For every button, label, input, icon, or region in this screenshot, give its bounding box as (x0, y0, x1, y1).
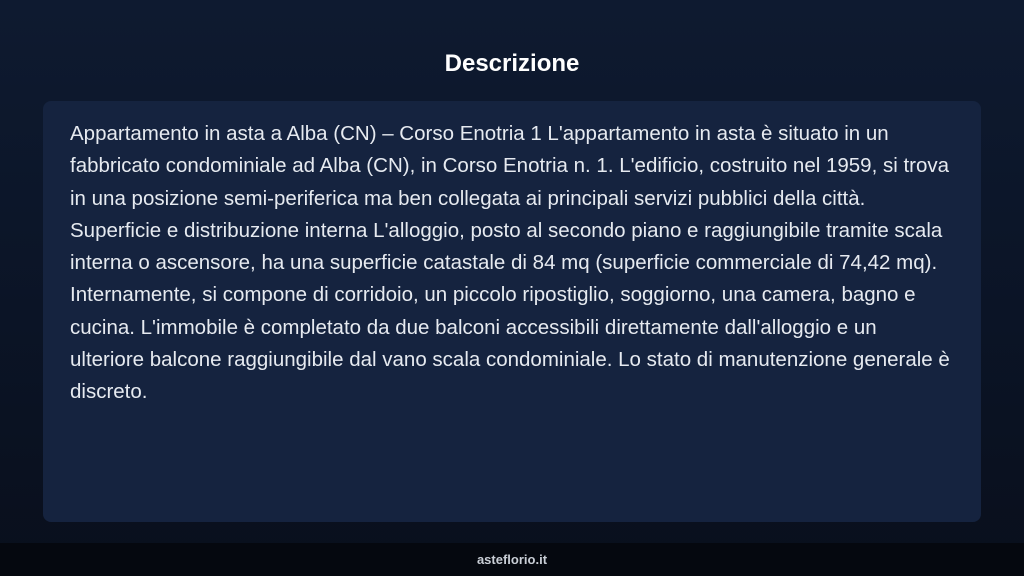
footer-bar (0, 543, 1024, 576)
section-title: Descrizione (444, 50, 580, 77)
footer-site-label: asteflorio.it (476, 552, 548, 567)
description-text: Appartamento in asta a Alba (CN) – Corso Enotria 1 L'appartamento in asta è situato in un fabbricato condominiale ad Alba (CN), in Corso Enotria n. 1. L'edificio, costruito nel 1959, si trova in una posizione semi-periferica ma ben collegata ai principali servizi pubblici della città. Superficie e distribuzione interna L'alloggio, posto al secondo piano e raggiungibile tramite scala interna o ascensore, ha una superficie catastale di 84 mq (superficie commerciale di 74,42 mq). Internamente, si compone di corridoio, un piccolo ripostiglio, soggiorno, una camera, bagno e cucina. L'immobile è completato da due balconi accessibili direttamente dall'alloggio e un ulteriore balcone raggiungibile dal vano scala condominiale. Lo stato di manutenzione generale è discreto. (70, 122, 950, 404)
description-card (43, 101, 981, 522)
